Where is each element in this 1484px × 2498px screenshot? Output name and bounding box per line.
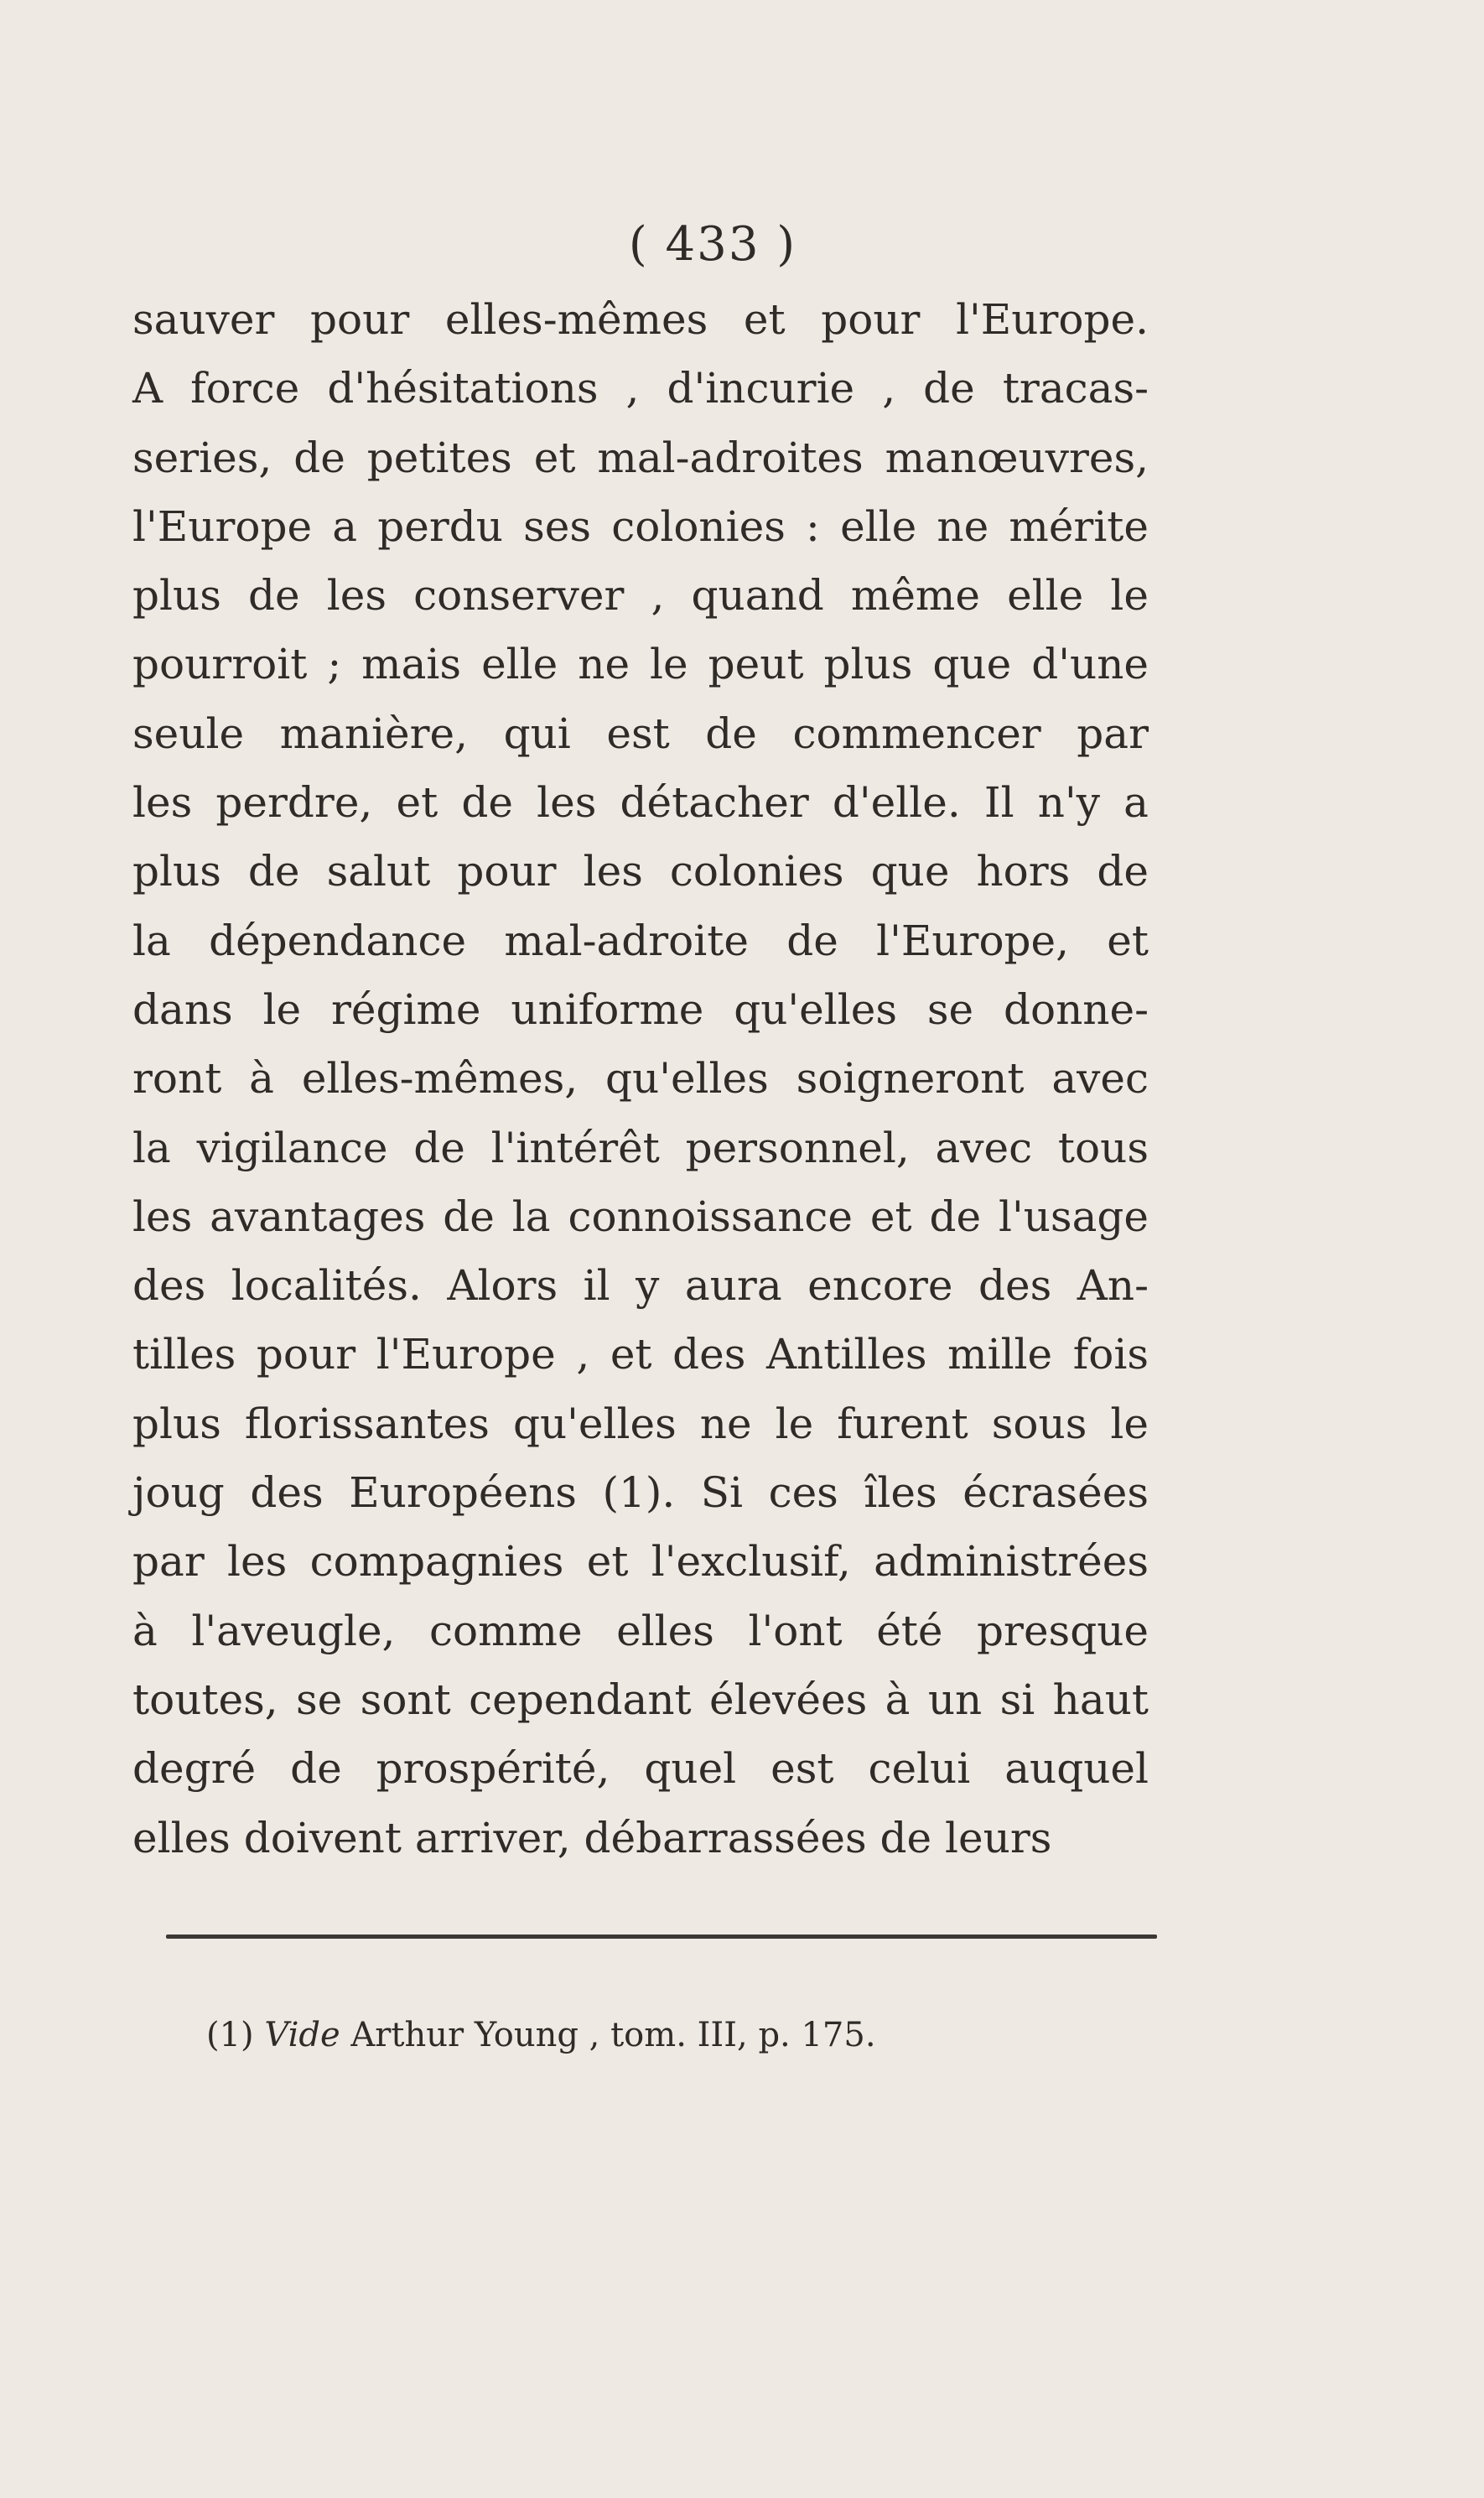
- body-line: l'Europe a perdu ses colonies : elle ne mérite: [132, 501, 1149, 551]
- body-line: à l'aveugle, comme elles l'ont été presque: [132, 1606, 1149, 1655]
- footnote: [206, 2010, 876, 2060]
- body-line: sauver pour elles-mêmes et pour l'Europe.: [132, 295, 1149, 344]
- footnote-rule: [166, 1935, 1157, 1939]
- body-line: joug des Européens (1). Si ces îles écrasées: [132, 1468, 1149, 1518]
- footnote-text: Arthur Young , tom. III, p. 175.: [350, 2016, 876, 2054]
- body-line: toutes, se sont cependant élevées à un si haut: [132, 1675, 1149, 1724]
- body-line: par les compagnies et l'exclusif, administrées: [132, 1537, 1149, 1587]
- body-line: dans le régime uniforme qu'elles se donne-: [132, 984, 1149, 1034]
- body-line: la dépendance mal-adroite de l'Europe, et: [132, 916, 1149, 965]
- body-line: les perdre, et de les détacher d'elle. Il n'y a: [132, 778, 1149, 828]
- footnote-vide: Vide: [264, 2016, 340, 2054]
- body-line: la vigilance de l'intérêt personnel, avec tous: [132, 1123, 1149, 1172]
- body-line: les avantages de la connoissance et de l'usage: [132, 1192, 1149, 1241]
- body-line: elles doivent arriver, débarrassées de leurs: [132, 1813, 1052, 1862]
- body-line: ront à elles-mêmes, qu'elles soigneront avec: [132, 1054, 1149, 1104]
- body-line: seule manière, qui est de commencer par: [132, 709, 1149, 758]
- body-text: [132, 285, 1149, 1872]
- body-line: degré de prospérité, quel est celui auquel: [132, 1744, 1149, 1794]
- body-line: plus de les conserver , quand même elle le: [132, 571, 1149, 621]
- body-line: des localités. Alors il y aura encore des An-: [132, 1261, 1149, 1311]
- page-number: ( 433 ): [628, 217, 797, 272]
- body-line: tilles pour l'Europe , et des Antilles mille fois: [132, 1330, 1149, 1379]
- body-line: pourroit ; mais elle ne le peut plus que d'une: [132, 640, 1149, 689]
- body-line: plus florissantes qu'elles ne le furent sous le: [132, 1399, 1149, 1448]
- body-line: A force d'hésitations , d'incurie , de tracas-: [132, 364, 1149, 413]
- body-line: series, de petites et mal-adroites manœuvres,: [132, 433, 1149, 482]
- footnote-marker: (1): [206, 2016, 254, 2054]
- body-line: plus de salut pour les colonies que hors de: [132, 847, 1149, 896]
